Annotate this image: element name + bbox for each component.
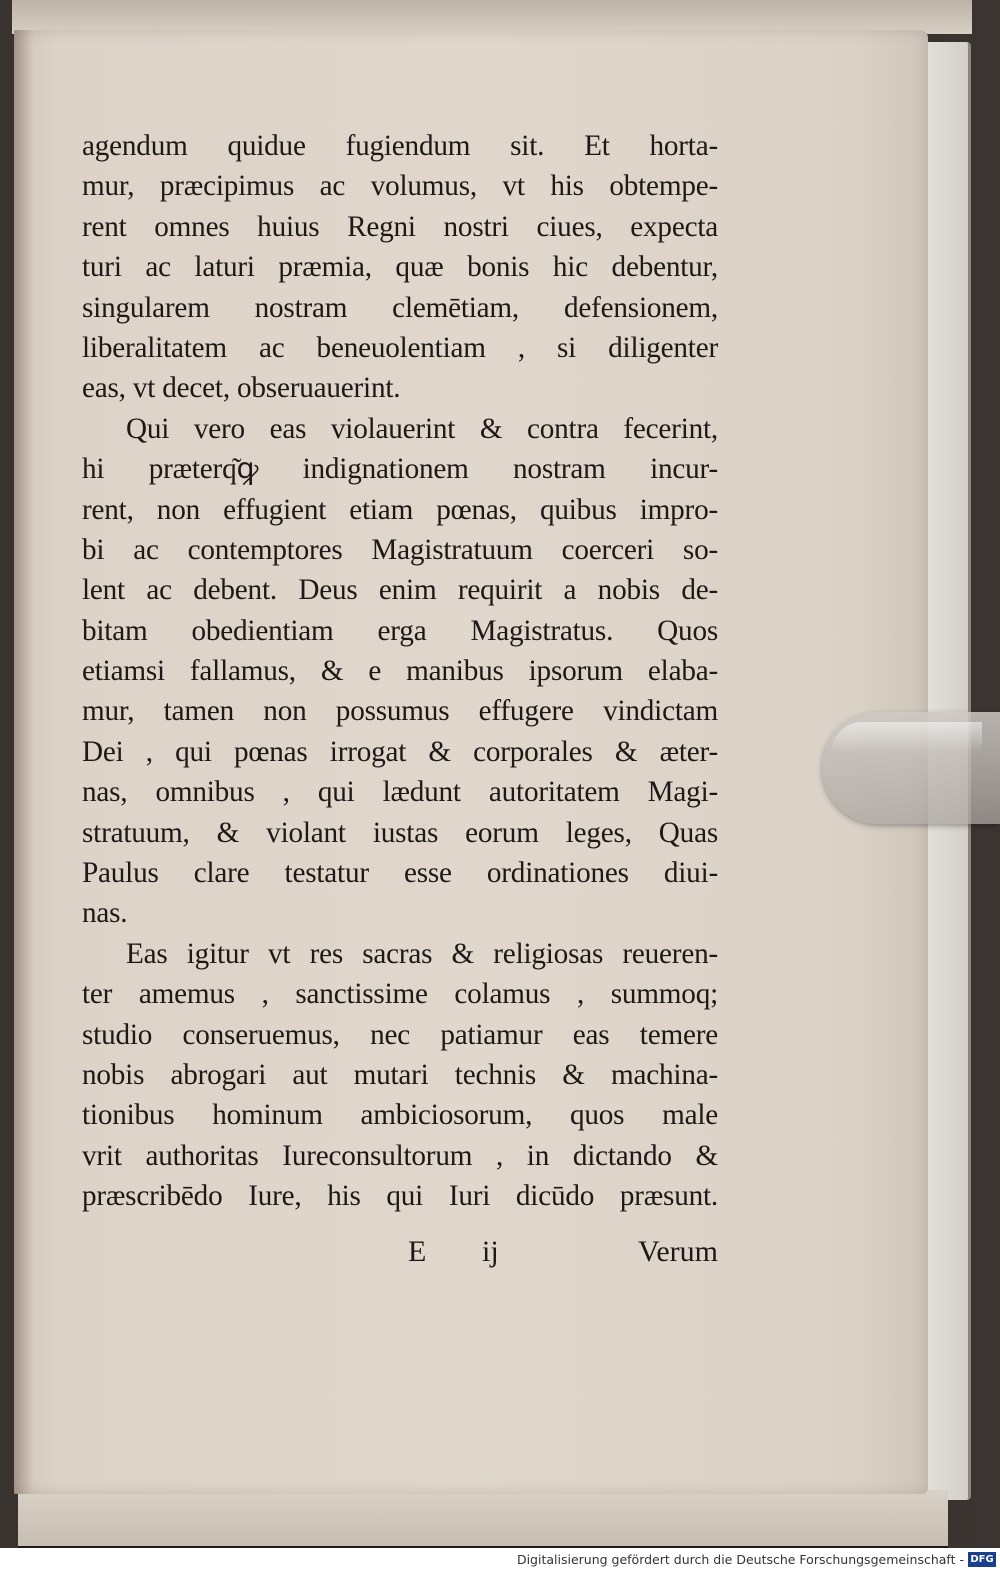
text-line: nobis abrogari aut mutari technis & machina- <box>82 1058 718 1091</box>
adjacent-page-bottom-edge <box>18 1490 948 1548</box>
page-text-block <box>82 126 718 1217</box>
text-line: ter amemus , sanctissime colamus , summoq; <box>82 978 718 1011</box>
text-line: mur, præcipimus ac volumus, vt his obtempe- <box>82 170 718 203</box>
text-line: rent omnes huius Regni nostri ciues, expecta <box>82 210 718 243</box>
signature-mark-number: ij <box>482 1235 499 1268</box>
text-line: stratuum, & violant iustas eorum leges, Quas <box>82 816 718 849</box>
text-line: liberalitatem ac beneuolentiam , si diligenter <box>82 331 718 364</box>
adjacent-page-top-edge <box>12 0 972 34</box>
signature-mark-letter: E <box>408 1235 427 1268</box>
catchword: Verum <box>638 1235 718 1268</box>
text-line: studio conseruemus, nec patiamur eas temere <box>82 1018 718 1051</box>
text-line: mur, tamen non possumus effugere vindictam <box>82 695 718 728</box>
page-clip <box>822 712 1000 824</box>
text-line: nas, omnibus , qui lædunt autoritatem Magi- <box>82 776 718 809</box>
dfg-logo-icon: DFG <box>968 1552 996 1567</box>
footer-bar <box>0 1548 1000 1572</box>
text-line: rent, non effugient etiam pœnas, quibus impro- <box>82 493 718 526</box>
text-line: etiamsi fallamus, & e manibus ipsorum elaba- <box>82 655 718 688</box>
text-line: Eas igitur vt res sacras & religiosas reueren- <box>126 937 718 970</box>
text-line: Qui vero eas violauerint & contra fecerint, <box>126 412 718 445</box>
text-line: vrit authoritas Iureconsultorum , in dictando & <box>82 1139 718 1172</box>
text-line: agendum quidue fugiendum sit. Et horta- <box>82 130 718 162</box>
text-line: hi præterq͂ꝙ indignationem nostram incur- <box>82 453 718 486</box>
text-line: singularem nostram clemētiam, defensionem, <box>82 291 718 324</box>
text-line: lent ac debent. Deus enim requirit a nobis de- <box>82 574 718 607</box>
text-line: præscribēdo Iure, his qui Iuri dicūdo præsunt. <box>82 1180 718 1213</box>
text-line: Dei , qui pœnas irrogat & corporales & æter- <box>82 735 718 768</box>
text-line: nas. <box>82 897 128 930</box>
funding-credit: Digitalisierung gefördert durch die Deutsche Forschungsgemeinschaft - <box>516 1552 964 1567</box>
text-line: Paulus clare testatur esse ordinationes diui- <box>82 857 718 890</box>
signature-line <box>408 1230 718 1274</box>
text-line: bitam obedientiam erga Magistratus. Quos <box>82 614 718 647</box>
text-line: bi ac contemptores Magistratuum coerceri so- <box>82 533 718 566</box>
text-line: eas, vt decet, obseruauerint. <box>82 372 401 405</box>
text-line: turi ac laturi præmia, quæ bonis hic debentur, <box>82 251 718 284</box>
spine-shadow <box>14 30 34 1494</box>
text-line: tionibus hominum ambiciosorum, quos male <box>82 1099 718 1132</box>
